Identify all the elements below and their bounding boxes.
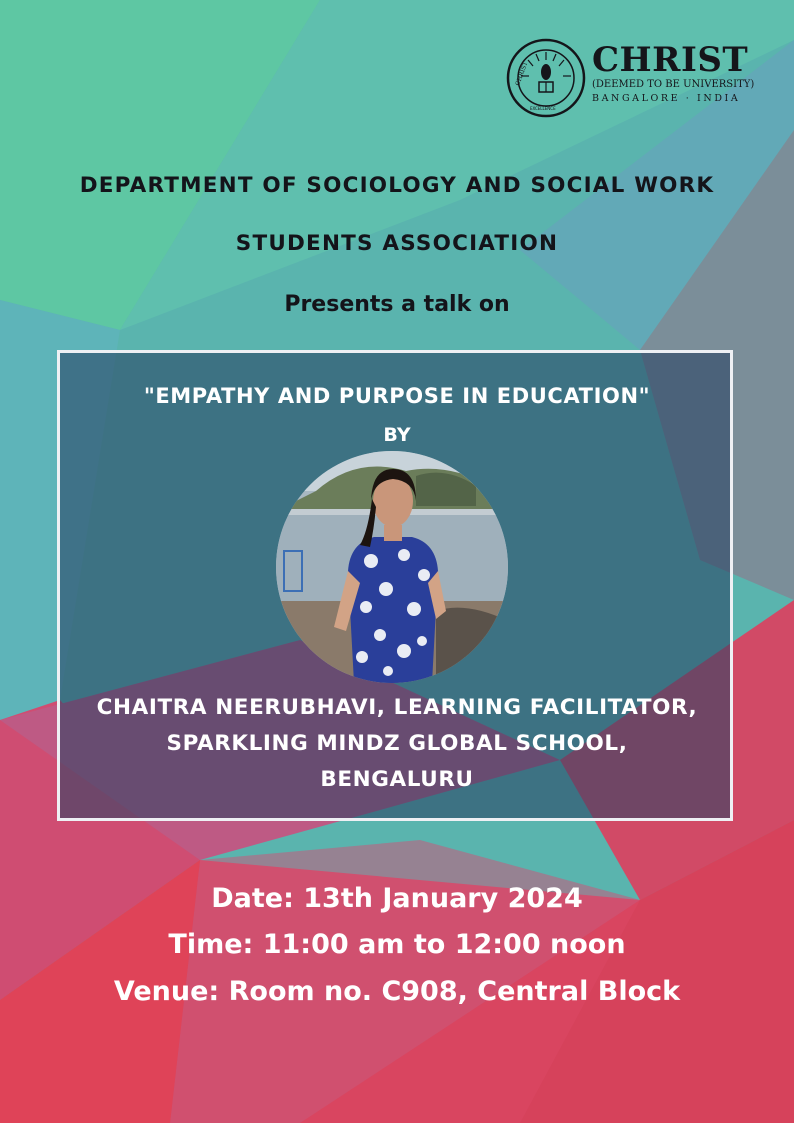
speaker-line-3: BENGALURU <box>320 767 474 792</box>
speaker-details <box>0 690 794 798</box>
speaker-line-2: SPARKLING MINDZ GLOBAL SCHOOL, <box>166 731 628 756</box>
presents-heading: Presents a talk on <box>284 292 510 317</box>
event-venue: Venue: Room no. C908, Central Block <box>113 976 681 1007</box>
speaker-line-1: CHAITRA NEERUBHAVI, LEARNING FACILITATOR, <box>96 695 698 720</box>
speaker-photo <box>276 451 508 683</box>
svg-text:CHRIST: CHRIST <box>514 60 530 87</box>
university-seal-icon <box>506 38 586 118</box>
association-heading: STUDENTS ASSOCIATION <box>235 231 559 256</box>
department-heading: DEPARTMENT OF SOCIOLOGY AND SOCIAL WORK <box>79 173 715 198</box>
talk-title: "EMPATHY AND PURPOSE IN EDUCATION" <box>143 384 651 408</box>
university-location: BANGALORE · INDIA <box>592 93 741 104</box>
university-name: CHRIST <box>592 40 749 80</box>
by-label: BY <box>383 424 411 446</box>
event-date: Date: 13th January 2024 <box>211 883 583 914</box>
svg-text:EXCELLENCE: EXCELLENCE <box>530 106 556 111</box>
event-time: Time: 11:00 am to 12:00 noon <box>168 929 626 960</box>
university-subtitle: (DEEMED TO BE UNIVERSITY) <box>592 79 755 90</box>
university-logo <box>506 38 766 122</box>
